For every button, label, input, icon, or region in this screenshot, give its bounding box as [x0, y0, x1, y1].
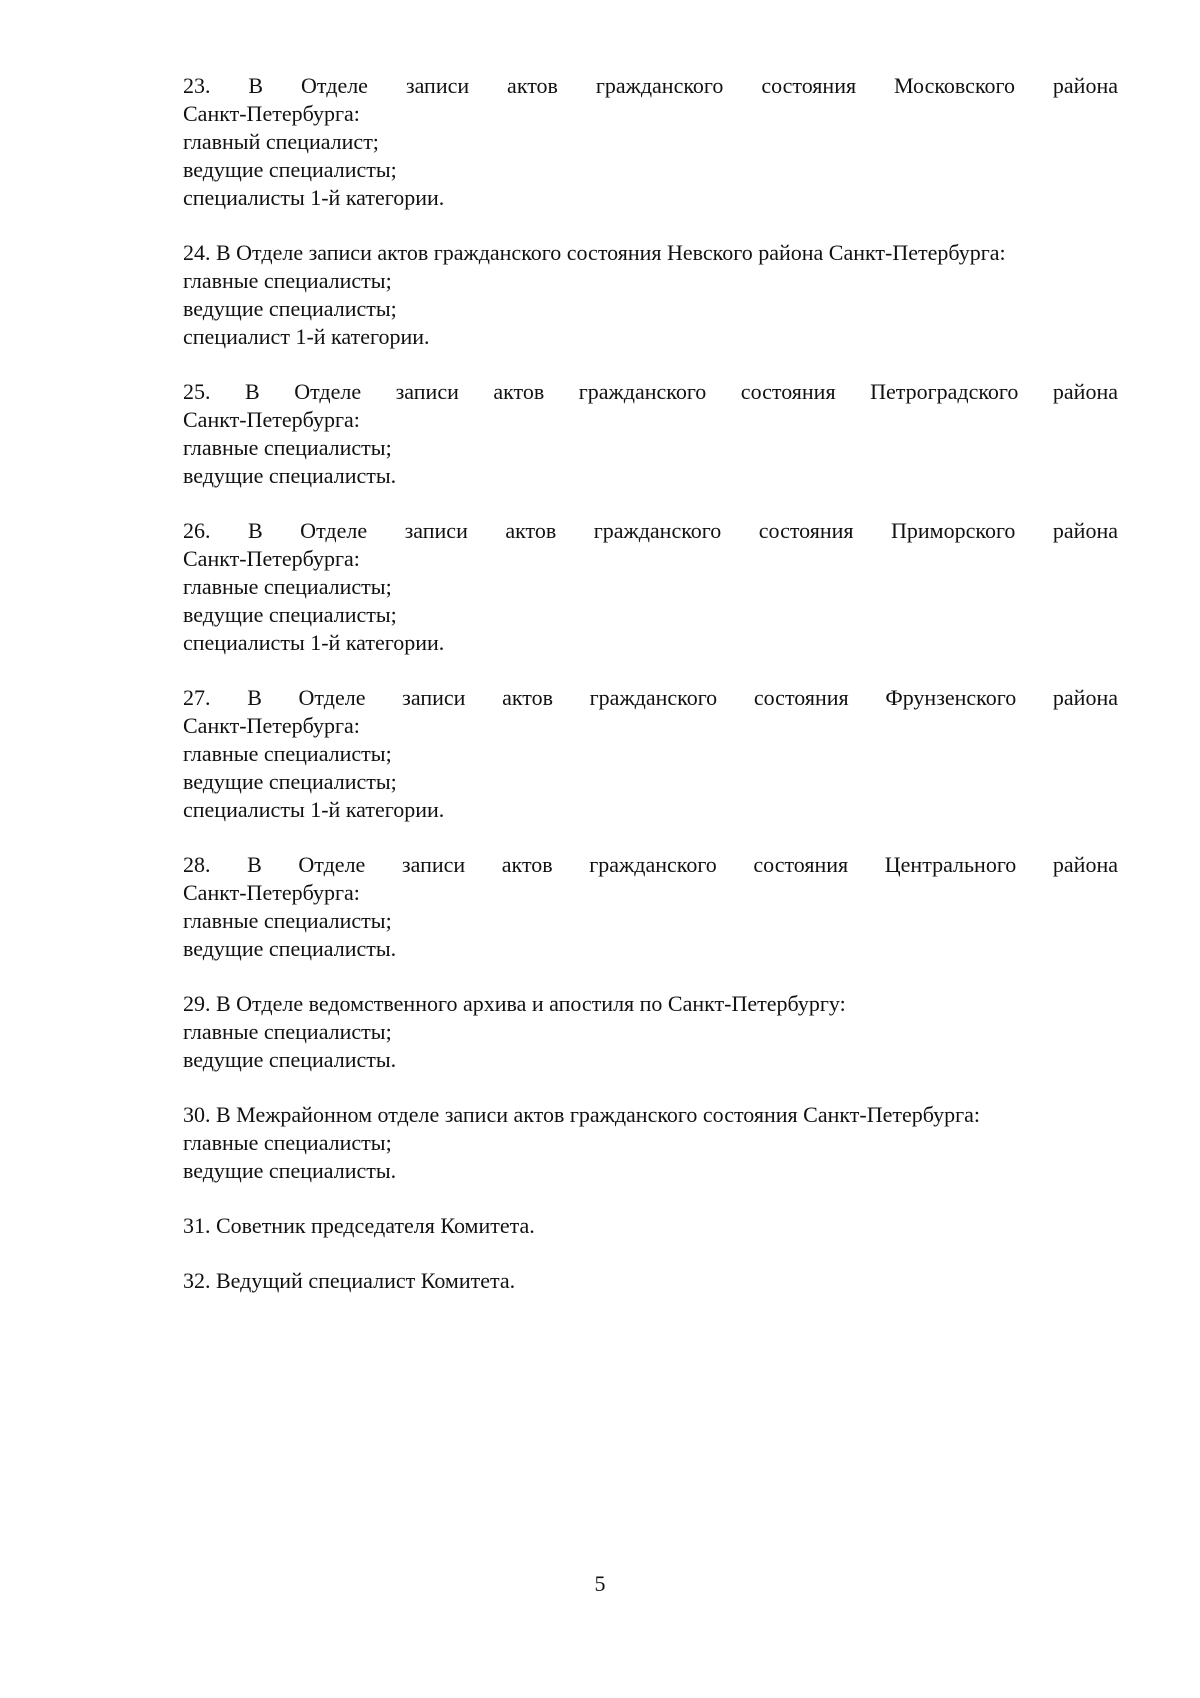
document-body — [183, 72, 1118, 1322]
section-heading: 28. В Отделе записи актов гражданского состояния Центрального района — [183, 852, 1118, 877]
section-heading: 32. Ведущий специалист Комитета. — [183, 1268, 516, 1293]
section-heading: 30. В Межрайонном отделе записи актов гражданского состояния Санкт-Петербурга: — [183, 1102, 980, 1127]
list-item-section-30 — [183, 1101, 1118, 1185]
section-heading: 27. В Отделе записи актов гражданского состояния Фрунзенского района — [183, 685, 1118, 710]
position-item: специалисты 1-й категории. — [183, 797, 445, 822]
position-item: ведущие специалисты; — [183, 602, 397, 627]
page-number: 5 — [594, 1571, 606, 1596]
position-item: главные специалисты; — [183, 574, 392, 599]
position-item: главный специалист; — [183, 129, 379, 154]
section-heading-continuation: Санкт-Петербурга: — [183, 546, 360, 571]
list-item-section-25 — [183, 378, 1118, 490]
section-heading: 26. В Отделе записи актов гражданского состояния Приморского района — [183, 518, 1118, 543]
position-item: ведущие специалисты; — [183, 157, 397, 182]
position-item: ведущие специалисты; — [183, 769, 397, 794]
position-item: главные специалисты; — [183, 268, 392, 293]
section-heading: 31. Советник председателя Комитета. — [183, 1213, 535, 1238]
position-item: специалисты 1-й категории. — [183, 185, 445, 210]
section-heading: 25. В Отделе записи актов гражданского состояния Петроградского района — [183, 379, 1118, 404]
list-item-section-28 — [183, 851, 1118, 963]
section-heading: 23. В Отделе записи актов гражданского состояния Московского района — [183, 73, 1118, 98]
position-item: главные специалисты; — [183, 741, 392, 766]
section-heading: 24. В Отделе записи актов гражданского состояния Невского района Санкт-Петербурга: — [183, 240, 1006, 265]
position-item: специалист 1-й категории. — [183, 324, 430, 349]
section-heading-continuation: Санкт-Петербурга: — [183, 101, 360, 126]
position-item: ведущие специалисты. — [183, 463, 397, 488]
list-item-section-27 — [183, 684, 1118, 824]
list-item-section-31 — [183, 1212, 1118, 1240]
list-item-section-32 — [183, 1267, 1118, 1295]
section-heading-continuation: Санкт-Петербурга: — [183, 407, 360, 432]
list-item-section-26 — [183, 517, 1118, 657]
section-heading-continuation: Санкт-Петербурга: — [183, 713, 360, 738]
position-item: главные специалисты; — [183, 908, 392, 933]
position-item: главные специалисты; — [183, 1130, 392, 1155]
position-item: специалисты 1-й категории. — [183, 630, 445, 655]
list-item-section-24 — [183, 239, 1118, 351]
position-item: главные специалисты; — [183, 1019, 392, 1044]
list-item-section-23 — [183, 72, 1118, 212]
position-item: главные специалисты; — [183, 435, 392, 460]
list-item-section-29 — [183, 990, 1118, 1074]
section-heading: 29. В Отделе ведомственного архива и апостиля по Санкт-Петербургу: — [183, 991, 846, 1016]
position-item: ведущие специалисты. — [183, 936, 397, 961]
position-item: ведущие специалисты; — [183, 296, 397, 321]
section-heading-continuation: Санкт-Петербурга: — [183, 880, 360, 905]
position-item: ведущие специалисты. — [183, 1047, 397, 1072]
position-item: ведущие специалисты. — [183, 1158, 397, 1183]
